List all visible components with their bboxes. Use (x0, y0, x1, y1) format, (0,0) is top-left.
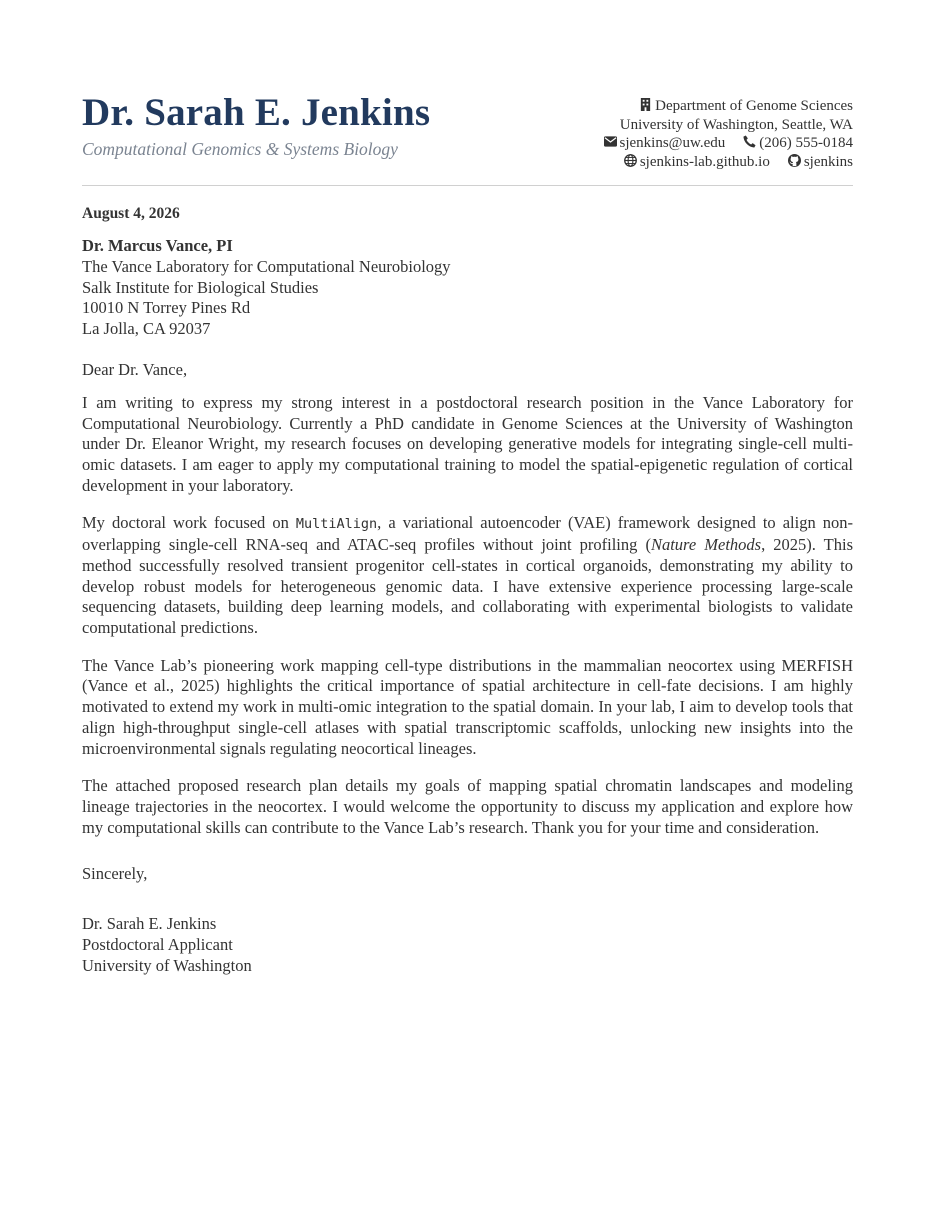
recipient-street: 10010 N Torrey Pines Rd (82, 298, 251, 318)
recipient-address (82, 236, 853, 340)
letterhead (82, 90, 853, 186)
contact-institution-row (604, 116, 854, 135)
signature-institution: University of Washington (82, 955, 252, 975)
contact-department-row (604, 97, 854, 116)
paragraph-2-mid: , a variational autoencoder (VAE) framework designed to align non-overlapping single-cell RNA-seq and ATAC-seq profiles without joint profiling ( (82, 513, 853, 555)
contact-website[interactable]: sjenkins-lab.github.io (639, 153, 770, 170)
contact-web-row (604, 153, 854, 172)
closing: Sincerely, (82, 864, 148, 884)
contact-email-phone-row (604, 134, 854, 153)
contact-email[interactable]: sjenkins@uw.edu (619, 135, 726, 151)
signature-block (82, 914, 853, 976)
cover-letter (82, 90, 853, 977)
paragraph-2-tail: , 2025). This method successfully resolved transient progenitor cell-states in cortical organoids, demonstrating my ability to develop robust models for heterogeneous genomic data. I have extensive experience processing large-scale sequencing datasets, building deep learning models, and collaborating with experimental biologists to validate computational predictions. (82, 535, 854, 638)
recipient-name: Dr. Marcus Vance, PI (82, 236, 233, 255)
paragraph-2-lead: My doctoral work focused on (82, 513, 296, 533)
journal-name: Nature Methods (650, 535, 762, 555)
envelope-icon (604, 135, 617, 148)
signature-name: Dr. Sarah E. Jenkins (82, 914, 217, 934)
recipient-lab: The Vance Laboratory for Computational Neurobiology (82, 256, 451, 276)
header-divider (82, 185, 853, 186)
contact-department: Department of Genome Sciences (655, 98, 853, 114)
tool-name: MultiAlign (295, 516, 378, 533)
globe-icon (624, 154, 637, 167)
contact-institution: University of Washington, Seattle, WA (619, 116, 853, 133)
body-paragraph-4: The attached proposed research plan details my goals of mapping spatial chromatin landscapes and modeling lineage trajectories in the neocortex. I would welcome the opportunity to discuss my application and explore how my computational skills can contribute to the Vance Lab’s research. Thank you for your time and consideration. (82, 776, 853, 837)
recipient-institute: Salk Institute for Biological Studies (82, 277, 319, 297)
body-paragraph-3: The Vance Lab’s pioneering work mapping cell-type distributions in the mammalian neocortex using MERFISH (Vance et al., 2025) highlights the critical importance of spatial architecture in cell-fate decisions. I am highly motivated to extend my work in multi-omic integration to the spatial domain. In your lab, I aim to develop tools that align high-throughput single-cell atlases with spatial transcriptomic scaffolds, unlocking new insights into the microenvironmental signals regulating neocortical lineages. (82, 655, 853, 758)
contact-phone[interactable]: (206) 555-0184 (759, 135, 853, 151)
recipient-city: La Jolla, CA 92037 (82, 319, 211, 339)
signature-title: Postdoctoral Applicant (82, 935, 233, 955)
applicant-subtitle: Computational Genomics & Systems Biology (82, 139, 398, 159)
body-paragraph-2 (82, 513, 853, 639)
phone-icon (743, 135, 756, 148)
applicant-name: Dr. Sarah E. Jenkins (82, 91, 431, 134)
contact-block (604, 97, 854, 171)
building-icon (639, 98, 652, 111)
letter-date: August 4, 2026 (82, 205, 180, 222)
contact-github[interactable]: sjenkins (803, 153, 853, 170)
salutation: Dear Dr. Vance, (82, 359, 188, 379)
body-paragraph-1: I am writing to express my strong interest in a postdoctoral research position in the Vance Laboratory for Computational Neurobiology. Currently a PhD candidate in Genome Sciences at the University of Washington under Dr. Eleanor Wright, my research focuses on developing generative models for integrating single-cell multi-omic datasets. I am eager to apply my computational training to model the spatial-epigenetic regulation of cortical development in your laboratory. (82, 392, 853, 495)
github-icon (788, 154, 801, 167)
